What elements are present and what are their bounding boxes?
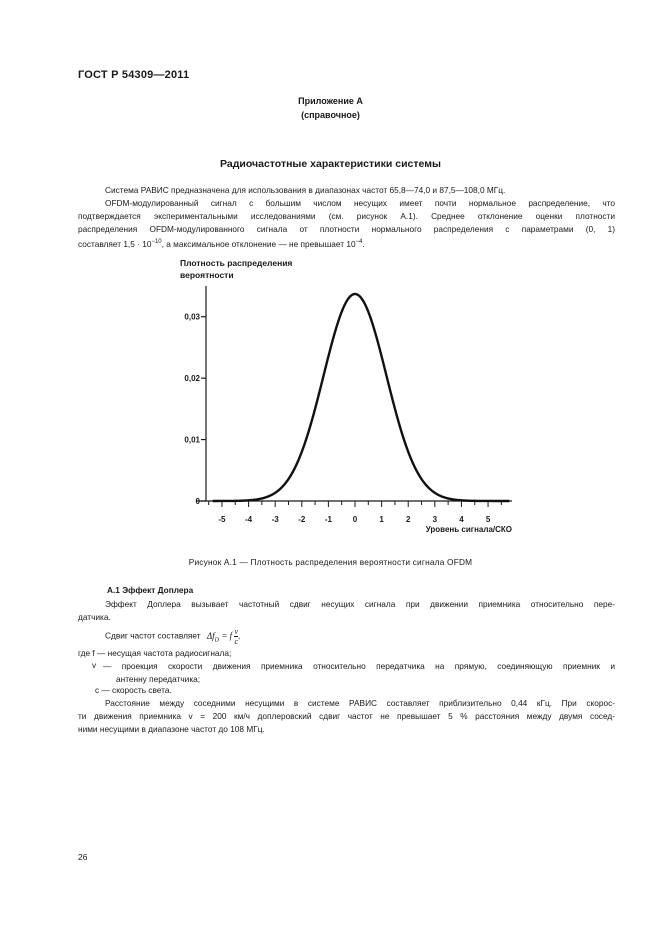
appendix-status: (справочное)	[301, 110, 360, 120]
section-title: Радиочастотные характеристики системы	[220, 158, 441, 170]
x-tick-label: -2	[298, 515, 306, 524]
x-tick-label: -1	[324, 515, 332, 524]
where-v-line: — проекция скорости движения приемника относительно передатчика на прямую, соединяющую приемник и	[103, 661, 615, 671]
figure-caption: Рисунок А.1 — Плотность распределения вероятности сигнала OFDM	[188, 557, 473, 567]
intro-paragraph	[78, 184, 615, 251]
intro-line: OFDM-модулированный сигнал с большим числом несущих имеет почти нормальное распределение, что	[105, 198, 615, 208]
where-v-line: антенну передатчика;	[116, 674, 201, 684]
x-tick-label: 4	[459, 515, 464, 524]
y-tick-label: 0,03	[184, 312, 200, 322]
doppler-line: Расстояние между соседними несущими в системе РАВИС составляет приблизительно 0,44 кГц. При скорос-	[105, 698, 615, 708]
intro-line: распределения OFDM-модулированного сигнала от плотности нормального распределения с параметрами (0, 1)	[78, 224, 615, 234]
intro-line: подтверждается экспериментальными исследованиями (см. рисунок А.1). Среднее отклонение оценки плотности	[78, 211, 615, 221]
x-tick-label: 2	[405, 515, 411, 524]
doppler-line: датчика.	[78, 612, 111, 622]
where-v	[103, 660, 615, 686]
where-c: c — скорость света.	[95, 685, 172, 695]
x-tick-label: 0	[352, 515, 358, 524]
where-v-symbol: v	[92, 660, 97, 670]
x-tick-label: 3	[432, 515, 438, 524]
formula-sub: D	[214, 637, 220, 644]
intro-line: Система РАВИС предназначена для использования в диапазонах частот 65,8—74,0 и 87,5—108,0 МГц.	[105, 185, 506, 195]
doppler-line: Эффект Доплера вызывает частотный сдвиг несущих сигнала при движении приемника относительно пере-	[105, 599, 615, 609]
x-tick-label: -3	[271, 515, 279, 524]
x-axis-label: Уровень сигнала/СКО	[425, 525, 512, 534]
appendix-title: Приложение А	[298, 96, 363, 106]
density-chart	[0, 250, 661, 550]
formula-numerator: v	[234, 627, 239, 636]
doppler-line: ними несущими в диапазоне частот до 108 МГц.	[78, 724, 265, 734]
formula-label: Сдвиг частот составляет	[105, 630, 201, 641]
density-curve	[213, 294, 510, 501]
y-tick-label: 0,01	[184, 435, 200, 445]
y-tick-label: 0,02	[184, 374, 200, 384]
formula-lhs: Δf	[206, 630, 215, 641]
x-tick-label: 1	[379, 515, 384, 524]
doppler-line: ти движения приемника v = 200 км/ч доплеровский сдвиг частот не превышает 5 % расстояния между двумя сосед-	[78, 711, 615, 721]
page-number: 26	[78, 852, 88, 862]
intro-line: составляет $1,5 \cdot 10^{-10}$, а максимальное отклонение — не превышает $10^{-4}$.	[78, 238, 365, 249]
where-f: где f — несущая частота радиосигнала;	[78, 648, 232, 658]
doppler-paragraph-2	[78, 697, 615, 736]
y-tick-label: 0	[195, 497, 200, 506]
formula-eq: = f	[221, 630, 233, 641]
x-tick-label: 5	[485, 515, 491, 524]
formula-denominator: c	[234, 637, 239, 646]
standard-number: ГОСТ Р 54309—2011	[78, 69, 190, 81]
doppler-heading: А.1 Эффект Доплера	[107, 585, 194, 595]
formula-end: ,	[238, 630, 241, 641]
x-tick-label: -5	[218, 515, 226, 524]
doppler-paragraph	[78, 598, 615, 624]
formula-line	[105, 627, 240, 646]
y-axis-label: Плотность распределения	[180, 258, 293, 268]
y-axis-label: вероятности	[180, 270, 234, 280]
x-tick-label: -4	[245, 515, 253, 524]
